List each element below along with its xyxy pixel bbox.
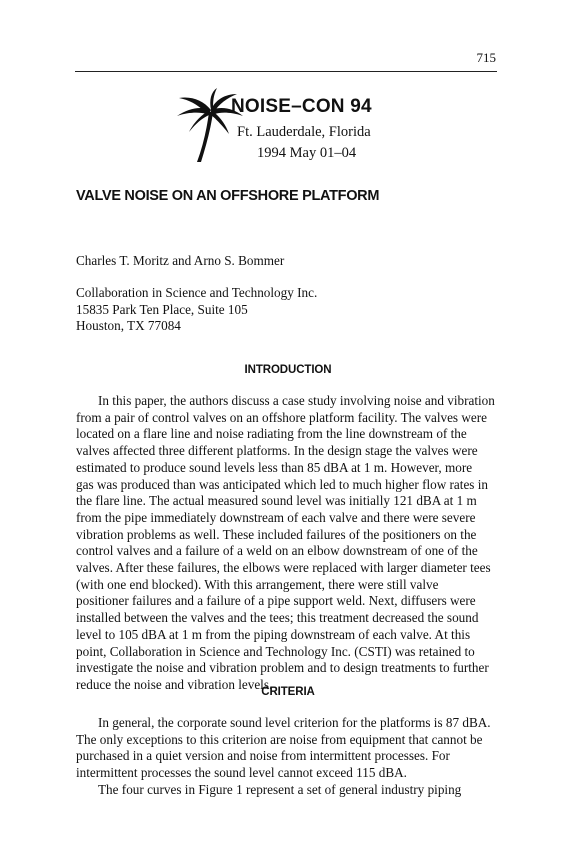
conference-name: NOISE–CON 94 bbox=[231, 96, 372, 117]
conference-location: Ft. Lauderdale, Florida bbox=[237, 124, 371, 140]
paper-title: VALVE NOISE ON AN OFFSHORE PLATFORM bbox=[76, 188, 380, 204]
text-line: valves affected three different platforms. In the design stage the valves were bbox=[76, 443, 478, 459]
text-line: gas was produced than was anticipated which led to much higher flow rates in bbox=[76, 476, 488, 492]
text-line: point, Collaboration in Science and Technology Inc. (CSTI) was retained to bbox=[76, 643, 475, 659]
text-line: The four curves in Figure 1 represent a set of general industry piping bbox=[98, 781, 462, 797]
text-line: estimated to produce sound levels less than 85 dBA at 1 m. However, more bbox=[76, 459, 473, 475]
affiliation-line: 15835 Park Ten Place, Suite 105 bbox=[76, 301, 248, 317]
header-rule bbox=[75, 71, 497, 72]
section-heading-criteria: CRITERIA bbox=[261, 686, 315, 698]
text-line: In general, the corporate sound level criterion for the platforms is 87 dBA. bbox=[98, 715, 491, 730]
text-line: level to 105 dBA at 1 m from the piping downstream of each valve. At this bbox=[76, 626, 471, 642]
text-line: installed between the valves and the tees; this treatment decreased the sound bbox=[76, 610, 479, 626]
text-line: from a pair of control valves on an offshore platform facility. The valves were bbox=[76, 409, 487, 425]
text-line: from the pipe immediately downstream of each valve and there were severe bbox=[76, 509, 476, 525]
text-line: The only exceptions to this criterion are noise from equipment that cannot be bbox=[76, 731, 483, 747]
section-heading-introduction: INTRODUCTION bbox=[244, 364, 332, 376]
text-line: positioner failures and a failure of a pipe support weld. Next, diffusers were bbox=[76, 593, 476, 609]
criteria-paragraph bbox=[76, 715, 498, 799]
affiliation bbox=[76, 285, 317, 335]
text-line: vibration problems as well. These included failures of the positioners on the bbox=[76, 526, 477, 542]
text-line: valves. After these failures, the elbows were replaced with larger diameter tees bbox=[76, 560, 491, 576]
text-line: investigate the noise and vibration problem and to design treatments to further bbox=[76, 660, 489, 676]
conference-dates: 1994 May 01–04 bbox=[257, 145, 357, 161]
text-line: control valves and a failure of a weld on an elbow downstream of one of the bbox=[76, 543, 478, 559]
text-line: intermittent processes the sound level cannot exceed 115 dBA. bbox=[76, 765, 407, 781]
text-line: In this paper, the authors discuss a case study involving noise and vibration bbox=[98, 393, 495, 408]
text-line: located on a flare line and noise radiating from the line downstream of the bbox=[76, 426, 467, 442]
introduction-paragraph bbox=[76, 393, 498, 694]
text-line: the flare line. The actual measured sound level was initially 121 dBA at 1 m bbox=[76, 493, 477, 509]
text-line: (with one end blocked). With this arrangement, there were still valve bbox=[76, 576, 439, 592]
text-line: purchased in a quiet version and noise from intermittent processes. For bbox=[76, 748, 450, 764]
affiliation-line: Collaboration in Science and Technology Inc. bbox=[76, 285, 318, 300]
page-number: 715 bbox=[476, 50, 496, 65]
text-line: reduce the noise and vibration levels. bbox=[76, 676, 273, 692]
authors: Charles T. Moritz and Arno S. Bommer bbox=[76, 253, 285, 268]
affiliation-line: Houston, TX 77084 bbox=[76, 318, 181, 333]
